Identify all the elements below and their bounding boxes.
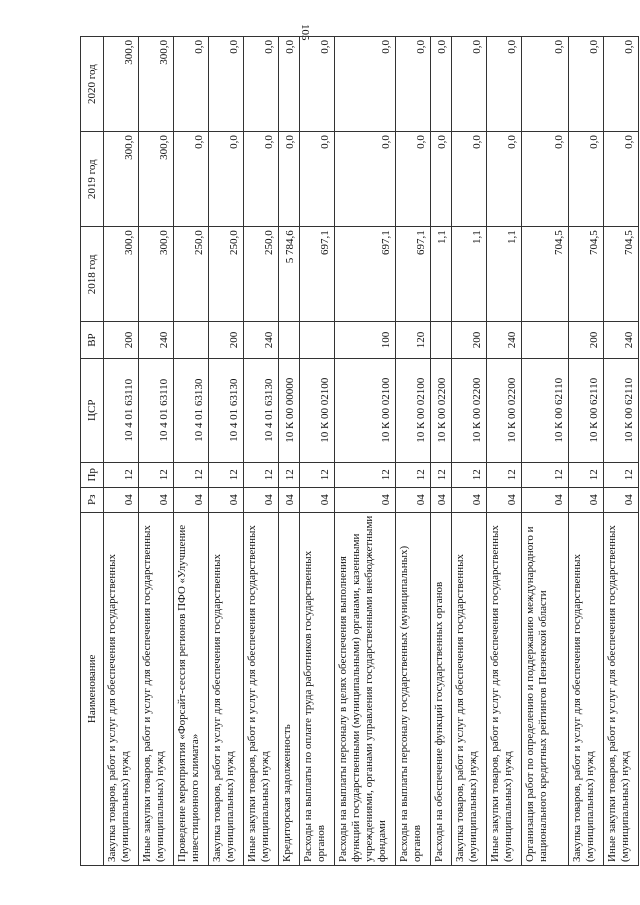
cell-2018: 704,5 (604, 227, 639, 322)
cell-2018: 697,1 (396, 227, 431, 322)
cell-rz: 04 (431, 487, 452, 512)
cell-rz: 04 (396, 487, 431, 512)
cell-vr (431, 322, 452, 358)
cell-2019: 0,0 (604, 132, 639, 227)
header-rz: Рз (81, 487, 104, 512)
table-row (139, 37, 174, 866)
table-row (522, 37, 569, 866)
cell-2020: 0,0 (396, 37, 431, 132)
cell-name: Кредиторская задолженность (279, 512, 300, 865)
cell-2018: 250,0 (209, 227, 244, 322)
cell-2018: 300,0 (139, 227, 174, 322)
cell-vr: 200 (104, 322, 139, 358)
cell-pr: 12 (335, 462, 396, 487)
cell-name: Расходы на выплаты по оплате труда работников государственных органов (300, 512, 335, 865)
cell-2018: 5 784,6 (279, 227, 300, 322)
cell-2019: 300,0 (104, 132, 139, 227)
cell-vr (279, 322, 300, 358)
cell-name: Закупка товаров, работ и услуг для обеспечения государственных (муниципальных) нужд (569, 512, 604, 865)
table-row (487, 37, 522, 866)
cell-2019: 0,0 (431, 132, 452, 227)
cell-2018: 250,0 (244, 227, 279, 322)
cell-csr: 10 К 00 62110 (604, 358, 639, 462)
table-row (279, 37, 300, 866)
table-row (300, 37, 335, 866)
cell-2020: 0,0 (604, 37, 639, 132)
cell-name: Закупка товаров, работ и услуг для обеспечения государственных (муниципальных) нужд (452, 512, 487, 865)
cell-rz: 04 (174, 487, 209, 512)
cell-vr: 240 (139, 322, 174, 358)
cell-csr: 10 4 01 63110 (104, 358, 139, 462)
cell-2018: 1,1 (452, 227, 487, 322)
page-number: 105 (299, 24, 311, 41)
cell-pr: 12 (452, 462, 487, 487)
cell-name: Расходы на обеспечение функций государственных органов (431, 512, 452, 865)
cell-name: Закупка товаров, работ и услуг для обеспечения государственных (муниципальных) нужд (209, 512, 244, 865)
cell-pr: 12 (487, 462, 522, 487)
cell-name: Организация работ по определению и поддержанию международного и национального кредитных рейтингов Пензенской области (522, 512, 569, 865)
header-2019: 2019 год (81, 132, 104, 227)
cell-2018: 697,1 (335, 227, 396, 322)
cell-2020: 0,0 (244, 37, 279, 132)
cell-vr: 200 (452, 322, 487, 358)
cell-name: Иные закупки товаров, работ и услуг для обеспечения государственных (муниципальных) нужд (487, 512, 522, 865)
cell-rz: 04 (604, 487, 639, 512)
cell-pr: 12 (300, 462, 335, 487)
table-row (431, 37, 452, 866)
cell-pr: 12 (522, 462, 569, 487)
cell-vr: 200 (569, 322, 604, 358)
cell-csr: 10 К 00 02100 (300, 358, 335, 462)
table-row (174, 37, 209, 866)
cell-rz: 04 (244, 487, 279, 512)
cell-pr: 12 (104, 462, 139, 487)
cell-csr: 10 4 01 63130 (174, 358, 209, 462)
cell-rz: 04 (209, 487, 244, 512)
cell-2018: 704,5 (569, 227, 604, 322)
cell-rz: 04 (569, 487, 604, 512)
cell-2019: 0,0 (174, 132, 209, 227)
table-row (569, 37, 604, 866)
cell-pr: 12 (396, 462, 431, 487)
budget-table (80, 36, 639, 866)
cell-vr (522, 322, 569, 358)
cell-vr: 100 (335, 322, 396, 358)
cell-2019: 0,0 (487, 132, 522, 227)
header-pr: Пр (81, 462, 104, 487)
cell-pr: 12 (431, 462, 452, 487)
cell-csr: 10 4 01 63130 (244, 358, 279, 462)
cell-rz: 04 (452, 487, 487, 512)
cell-rz: 04 (139, 487, 174, 512)
cell-name: Закупка товаров, работ и услуг для обеспечения государственных (муниципальных) нужд (104, 512, 139, 865)
cell-pr: 12 (569, 462, 604, 487)
cell-2020: 0,0 (487, 37, 522, 132)
cell-pr: 12 (279, 462, 300, 487)
cell-vr: 240 (487, 322, 522, 358)
cell-vr (300, 322, 335, 358)
cell-2020: 0,0 (209, 37, 244, 132)
table-row (604, 37, 639, 866)
cell-csr: 10 К 00 02100 (335, 358, 396, 462)
cell-csr: 10 К 00 02100 (396, 358, 431, 462)
cell-vr: 120 (396, 322, 431, 358)
cell-csr: 10 К 00 62110 (522, 358, 569, 462)
table-row (209, 37, 244, 866)
cell-2020: 300,0 (104, 37, 139, 132)
header-csr: ЦСР (81, 358, 104, 462)
table-row (335, 37, 396, 866)
cell-csr: 10 К 00 02200 (431, 358, 452, 462)
cell-csr: 10 К 00 02200 (452, 358, 487, 462)
cell-2020: 0,0 (279, 37, 300, 132)
header-vr: ВР (81, 322, 104, 358)
cell-pr: 12 (604, 462, 639, 487)
budget-table-rotated (80, 36, 635, 866)
cell-rz: 04 (487, 487, 522, 512)
cell-2018: 697,1 (300, 227, 335, 322)
header-2020: 2020 год (81, 37, 104, 132)
cell-rz: 04 (279, 487, 300, 512)
cell-rz: 04 (104, 487, 139, 512)
table-row (452, 37, 487, 866)
cell-name: Иные закупки товаров, работ и услуг для обеспечения государственных (муниципальных) нужд (604, 512, 639, 865)
cell-rz: 04 (522, 487, 569, 512)
cell-2018: 1,1 (487, 227, 522, 322)
cell-rz: 04 (300, 487, 335, 512)
cell-name: Иные закупки товаров, работ и услуг для обеспечения государственных (муниципальных) нужд (244, 512, 279, 865)
cell-2019: 0,0 (452, 132, 487, 227)
cell-vr: 240 (244, 322, 279, 358)
cell-name: Иные закупки товаров, работ и услуг для обеспечения государственных (муниципальных) нужд (139, 512, 174, 865)
cell-csr: 10 К 00 02200 (487, 358, 522, 462)
cell-2018: 300,0 (104, 227, 139, 322)
cell-pr: 12 (244, 462, 279, 487)
cell-2019: 300,0 (139, 132, 174, 227)
cell-2019: 0,0 (209, 132, 244, 227)
cell-csr: 10 4 01 63130 (209, 358, 244, 462)
cell-vr (174, 322, 209, 358)
cell-2020: 0,0 (174, 37, 209, 132)
cell-pr: 12 (174, 462, 209, 487)
cell-pr: 12 (209, 462, 244, 487)
cell-2019: 0,0 (335, 132, 396, 227)
cell-2019: 0,0 (300, 132, 335, 227)
cell-2020: 0,0 (431, 37, 452, 132)
cell-pr: 12 (139, 462, 174, 487)
cell-2019: 0,0 (396, 132, 431, 227)
cell-2018: 704,5 (522, 227, 569, 322)
header-row (81, 37, 104, 866)
cell-2020: 300,0 (139, 37, 174, 132)
cell-name: Расходы на выплаты персоналу в целях обеспечения выполнения функций государственными (муниципальными) органами, казенными учреждениями, органами управления государственными внебюджетными фондами (335, 512, 396, 865)
cell-name: Расходы на выплаты персоналу государственных (муниципальных) органов (396, 512, 431, 865)
cell-2019: 0,0 (279, 132, 300, 227)
cell-csr: 10 К 00 00000 (279, 358, 300, 462)
cell-2018: 250,0 (174, 227, 209, 322)
cell-2020: 0,0 (452, 37, 487, 132)
cell-2019: 0,0 (569, 132, 604, 227)
cell-csr: 10 К 00 62110 (569, 358, 604, 462)
cell-csr: 10 4 01 63110 (139, 358, 174, 462)
cell-2020: 0,0 (300, 37, 335, 132)
cell-2020: 0,0 (569, 37, 604, 132)
cell-2020: 0,0 (522, 37, 569, 132)
cell-2018: 1,1 (431, 227, 452, 322)
header-name: Наименование (81, 512, 104, 865)
header-2018: 2018 год (81, 227, 104, 322)
cell-2019: 0,0 (522, 132, 569, 227)
cell-2020: 0,0 (335, 37, 396, 132)
cell-name: Проведение мероприятия «Форсайт-сессия регионов ПФО «Улучшение инвестиционного климата» (174, 512, 209, 865)
cell-2019: 0,0 (244, 132, 279, 227)
table-row (396, 37, 431, 866)
cell-rz: 04 (335, 487, 396, 512)
table-row (104, 37, 139, 866)
table-row (244, 37, 279, 866)
cell-vr: 240 (604, 322, 639, 358)
cell-vr: 200 (209, 322, 244, 358)
